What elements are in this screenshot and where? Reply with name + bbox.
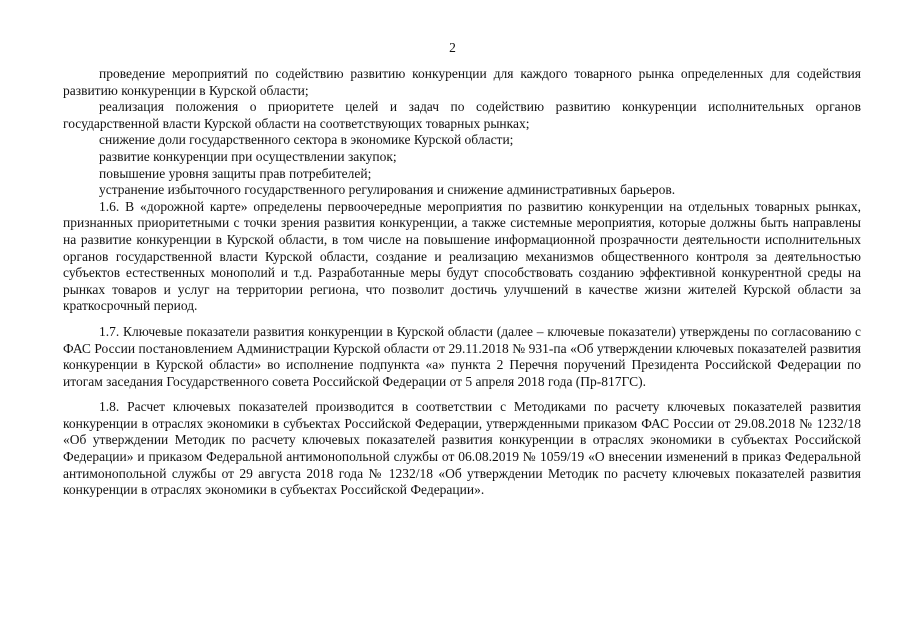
paragraph-state-sector: снижение доли государственного сектора в экономике Курской области; — [99, 132, 514, 148]
paragraph-regulation: устранение избыточного государственного регулирования и снижение административных барьеров. — [99, 182, 676, 198]
page-number: 2 — [449, 40, 456, 55]
document-body — [63, 66, 861, 499]
paragraph-competition-measures: проведение мероприятий по содействию развитию конкуренции для каждого товарного рынка определенных для содействия развитию конкуренции в Курской области; — [63, 66, 861, 98]
paragraph-1-6-roadmap: 1.6. В «дорожной карте» определены первоочередные мероприятия по развитию конкуренции на отдельных товарных рынках, признанных приоритетными с точки зрения развития конкуренции, а также системные мероприятия, которые должны быть направлены на развитие конкуренции в Курской области, в том числе на повышение информационной прозрачности деятельности исполнительных органов государственной власти Курской области, создание и реализацию механизмов общественного контроля за деятельностью субъектов естественных монополий и т.д. Разработанные меры будут способствовать созданию эффективной конкурентной среды на рынках товаров и услуг на территории региона, что позволит достичь улучшений в качестве жизни жителей Курской области за краткосрочный период. — [63, 198, 861, 314]
paragraph-procurement: развитие конкуренции при осуществлении закупок; — [99, 148, 397, 164]
paragraph-priority-goals: реализация положения о приоритете целей и задач по содействию развитию конкуренции исполнительных органов государственной власти Курской области на соответствующих товарных рынках; — [63, 99, 861, 131]
paragraph-1-7-key-indicators: 1.7. Ключевые показатели развития конкуренции в Курской области (далее – ключевые показатели) утверждены по согласованию с ФАС России постановлением Администрации Курской области от 29.11.2018 № 931-па «Об утверждении ключевых показателей развития конкуренции в Курской области» во исполнение подпункта «а» пункта 2 Перечня поручений Президента Российской Федерации по итогам заседания Государственного совета Российской Федерации от 5 апреля 2018 года (Пр-817ГС). — [63, 323, 861, 389]
paragraph-consumer-rights: повышение уровня защиты прав потребителей; — [99, 165, 372, 181]
paragraph-1-8-calculation: 1.8. Расчет ключевых показателей производится в соответствии с Методиками по расчету ключевых показателей развития конкуренции в отраслях экономики в субъектах Российской Федерации, утвержденными приказом ФАС России от 29.08.2018 № 1232/18 «Об утверждении Методик по расчету ключевых показателей развития конкуренции в отраслях экономики в субъектах Российской Федерации» и приказом Федеральной антимонопольной службы от 06.08.2019 № 1059/19 «О внесении изменений в приказ Федеральной антимонопольной службы от 29 августа 2018 года № 1232/18 «Об утверждении Методик по расчету ключевых показателей развития конкуренции в отраслях экономики в субъектах Российской Федерации». — [63, 399, 861, 498]
